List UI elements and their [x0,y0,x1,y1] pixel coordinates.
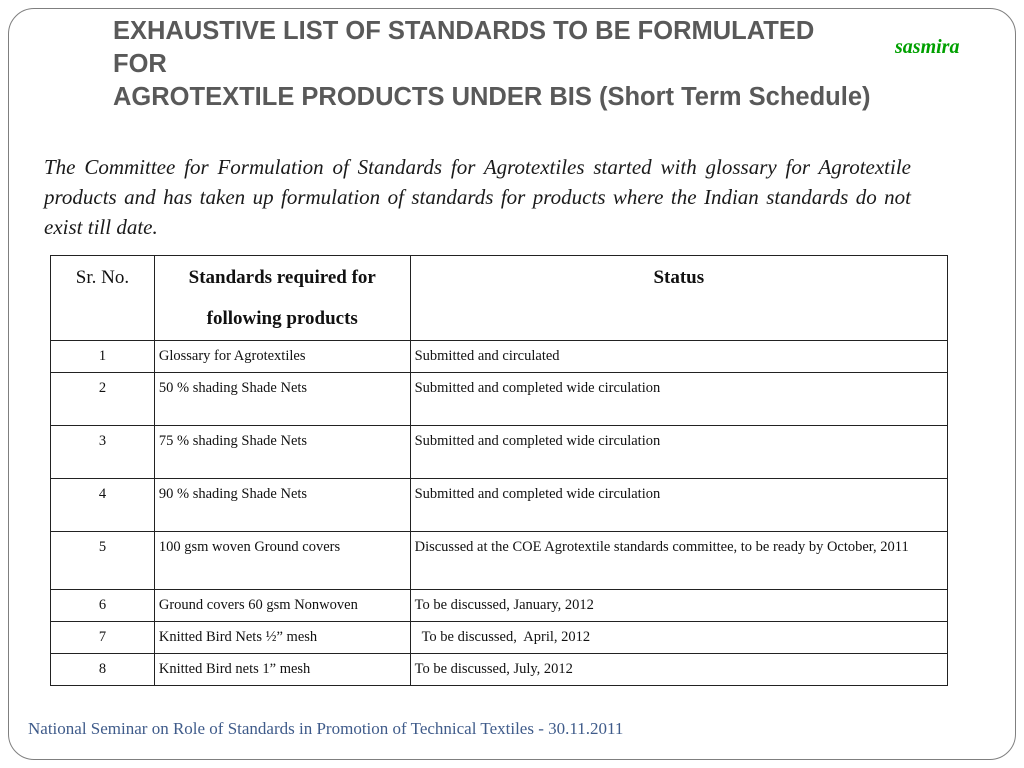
table-row [51,532,948,590]
table-row [51,622,948,654]
title-line-3-main: AGROTEXTILE PRODUCTS UNDER BIS [113,83,599,111]
cell-status: Submitted and completed wide circulation [410,373,947,426]
title-line-2: FOR [113,50,167,78]
cell-product: 75 % shading Shade Nets [154,426,410,479]
title-line-1: EXHAUSTIVE LIST OF STANDARDS TO BE FORMULATED [113,17,815,45]
cell-product: 90 % shading Shade Nets [154,479,410,532]
table-header-row [51,256,948,341]
table-row [51,590,948,622]
standards-table [50,255,948,686]
cell-status: Discussed at the COE Agrotextile standards committee, to be ready by October, 2011 [410,532,947,590]
slide-title [113,15,973,114]
cell-sr-no: 6 [51,590,155,622]
cell-sr-no: 7 [51,622,155,654]
header-products [154,256,410,341]
cell-product: Knitted Bird nets 1” mesh [154,654,410,686]
cell-status: To be discussed, April, 2012 [410,622,947,654]
header-status: Status [410,256,947,341]
table-row [51,341,948,373]
brand-logo-text: sasmira [895,36,960,58]
cell-product: Glossary for Agrotextiles [154,341,410,373]
cell-product: 100 gsm woven Ground covers [154,532,410,590]
title-line-3-sub: (Short Term Schedule) [598,83,871,111]
header-products-line-1: Standards required for [188,267,376,288]
cell-sr-no: 8 [51,654,155,686]
cell-product: Ground covers 60 gsm Nonwoven [154,590,410,622]
table-row [51,479,948,532]
header-sr-no: Sr. No. [51,256,155,341]
cell-status: Submitted and completed wide circulation [410,426,947,479]
footer-text: National Seminar on Role of Standards in Promotion of Technical Textiles - 30.11.2011 [28,719,624,738]
cell-sr-no: 1 [51,341,155,373]
intro-paragraph: The Committee for Formulation of Standards for Agrotextiles started with glossary for Agrotextile products and has taken up formulation of standards for products where the Indian standards do not exist till date. [44,155,911,239]
table-row [51,373,948,426]
table-row [51,426,948,479]
cell-sr-no: 2 [51,373,155,426]
cell-sr-no: 5 [51,532,155,590]
cell-status: To be discussed, January, 2012 [410,590,947,622]
cell-sr-no: 3 [51,426,155,479]
cell-status: Submitted and completed wide circulation [410,479,947,532]
title-line-3 [113,81,973,114]
cell-sr-no: 4 [51,479,155,532]
cell-status: Submitted and circulated [410,341,947,373]
cell-status: To be discussed, July, 2012 [410,654,947,686]
table-row [51,654,948,686]
cell-product: 50 % shading Shade Nets [154,373,410,426]
header-products-line-2: following products [206,308,358,329]
cell-product: Knitted Bird Nets ½” mesh [154,622,410,654]
